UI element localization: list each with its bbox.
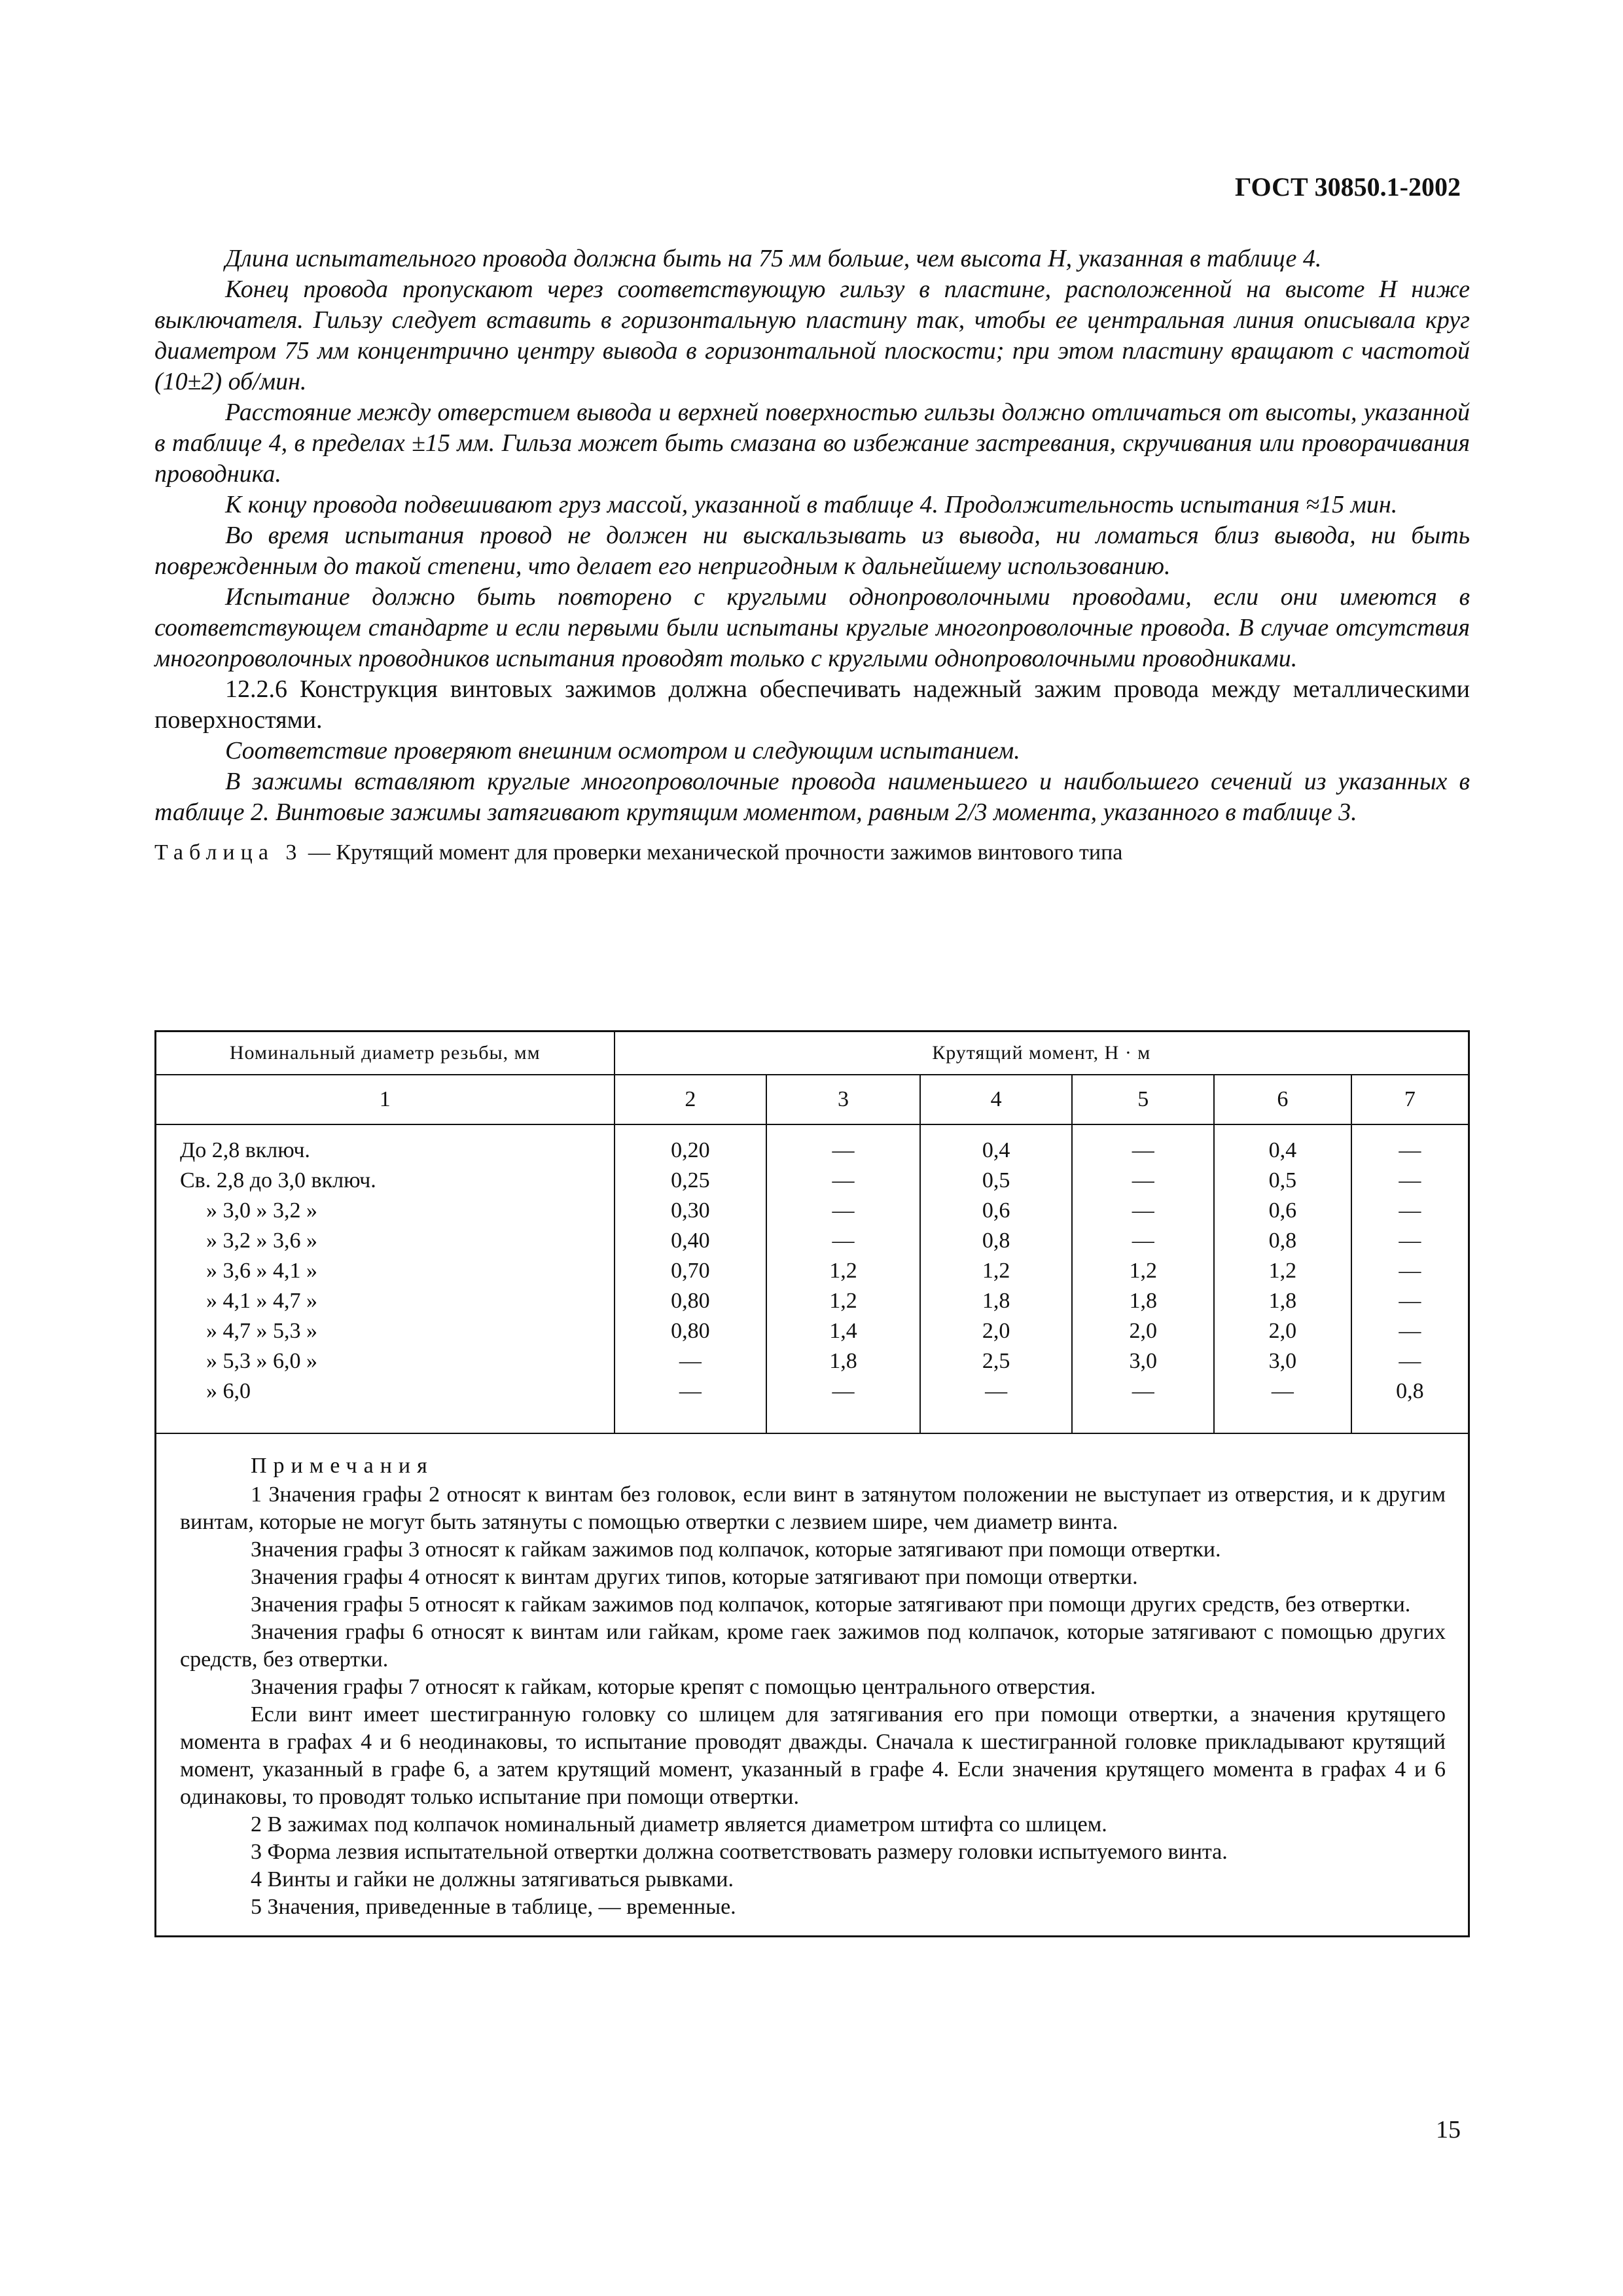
torque-value: 0,5 — [982, 1168, 1010, 1193]
torque-value: — — [832, 1168, 855, 1193]
torque-value: — — [1399, 1168, 1421, 1193]
torque-value: — — [1399, 1259, 1421, 1283]
diameter-label: Св. 2,8 до 3,0 включ. — [180, 1168, 376, 1193]
torque-value: 0,6 — [1268, 1198, 1297, 1223]
diameter-label: » 5,3 » 6,0 » — [206, 1349, 317, 1373]
torque-value: 1,8 — [1268, 1289, 1297, 1313]
paragraph: Расстояние между отверстием вывода и верхней поверхностью гильзы должно отличаться от высоты, указанной в таблице 4, в пределах ±15 мм. Гильза может быть смазана во избежание застревания, скручивания или проворачивания проводника. — [154, 399, 1470, 488]
torque-value: — — [1132, 1198, 1154, 1223]
torque-value: 0,25 — [671, 1168, 710, 1193]
torque-value: 0,80 — [671, 1289, 710, 1313]
torque-value: — — [1132, 1379, 1154, 1403]
diameter-label: » 6,0 — [206, 1379, 251, 1403]
page-number: 15 — [1436, 2116, 1461, 2144]
torque-value: 0,8 — [1268, 1229, 1297, 1253]
torque-value: 1,2 — [829, 1259, 857, 1283]
torque-value: 1,2 — [829, 1289, 857, 1313]
table-data-block — [156, 1124, 1469, 1433]
torque-value: 3,0 — [1268, 1349, 1297, 1373]
column-number: 1 — [156, 1075, 615, 1124]
torque-value: — — [1399, 1289, 1421, 1313]
torque-value: 0,5 — [1268, 1168, 1297, 1193]
torque-value: 1,2 — [982, 1259, 1010, 1283]
torque-value: — — [679, 1379, 702, 1403]
note: Значения графы 5 относят к гайкам зажимов под колпачок, которые затягивают при помощи других средств, без отвертки. — [251, 1592, 1411, 1617]
paragraph: Длина испытательного провода должна быть на 75 мм больше, чем высота Н, указанная в таблице 4. — [225, 245, 1322, 272]
torque-value: 1,8 — [1129, 1289, 1157, 1313]
note: 4 Винты и гайки не должны затягиваться рывками. — [251, 1867, 734, 1892]
diameter-label: До 2,8 включ. — [180, 1138, 310, 1162]
torque-value: — — [679, 1349, 702, 1373]
note: 1 Значения графы 2 относят к винтам без головок, если винт в затянутом положении не выступает из отверстия, и к другим винтам, которые не могут быть затянуты с помощью отвертки с лезвием шире, чем диаметр винта. — [180, 1482, 1446, 1534]
note: Значения графы 3 относят к гайкам зажимов под колпачок, которые затягивают при помощи отвертки. — [251, 1537, 1221, 1562]
paragraph: Соответствие проверяют внешним осмотром и следующим испытанием. — [225, 737, 1020, 764]
clause-12-2-6: 12.2.6 Конструкция винтовых зажимов должна обеспечивать надежный зажим провода между металлическими поверхностями. — [154, 675, 1470, 734]
torque-column-3 — [766, 1124, 920, 1433]
header-torque: Крутящий момент, Н · м — [615, 1031, 1469, 1075]
torque-value: 0,4 — [982, 1138, 1010, 1162]
torque-value: 0,80 — [671, 1319, 710, 1343]
torque-value: — — [985, 1379, 1008, 1403]
torque-value: 0,8 — [1396, 1379, 1424, 1403]
torque-value: — — [832, 1138, 855, 1162]
note: Значения графы 7 относят к гайкам, которые крепят с помощью центрального отверстия. — [251, 1675, 1096, 1699]
torque-column-5 — [1072, 1124, 1214, 1433]
torque-value: 0,20 — [671, 1138, 710, 1162]
torque-value: 0,6 — [982, 1198, 1010, 1223]
column-number: 4 — [920, 1075, 1073, 1124]
torque-value: 2,0 — [1268, 1319, 1297, 1343]
paragraph: Конец провода пропускают через соответствующую гильзу в пластине, расположенной на высоте Н ниже выключателя. Гильзу следует вставить в горизонтальную пластину так, чтобы ее центральная линия описывала круг диаметром 75 мм концентрично центру вывода в горизонтальной плоскости; при этом пластину вращают с частотой (10±2) об/мин. — [154, 276, 1470, 395]
torque-value: 2,0 — [982, 1319, 1010, 1343]
torque-value: — — [1132, 1138, 1154, 1162]
diameter-column — [156, 1124, 615, 1433]
torque-value: 3,0 — [1129, 1349, 1157, 1373]
note: Значения графы 4 относят к винтам других типов, которые затягивают при помощи отвертки. — [251, 1565, 1138, 1589]
torque-value: 2,5 — [982, 1349, 1010, 1373]
paragraph: К концу провода подвешивают груз массой, указанной в таблице 4. Продолжительность испытания ≈15 мин. — [225, 491, 1398, 518]
torque-value: — — [832, 1229, 855, 1253]
torque-value: 1,4 — [829, 1319, 857, 1343]
torque-value: 1,2 — [1268, 1259, 1297, 1283]
torque-value: 1,8 — [829, 1349, 857, 1373]
paragraph: В зажимы вставляют круглые многопроволочные провода наименьшего и наибольшего сечений из указанных в таблице 2. Винтовые зажимы затягивают крутящим моментом, равным 2/3 момента, указанного в таблице 3. — [154, 768, 1470, 826]
diameter-label: » 3,6 » 4,1 » — [206, 1259, 317, 1283]
table-caption-label: Таблица 3 — [154, 840, 303, 865]
torque-value: 2,0 — [1129, 1319, 1157, 1343]
torque-value: 0,70 — [671, 1259, 710, 1283]
table-notes — [156, 1433, 1469, 1937]
torque-value: — — [1399, 1198, 1421, 1223]
torque-column-7 — [1351, 1124, 1469, 1433]
torque-value: — — [832, 1379, 855, 1403]
document-body — [154, 243, 1470, 867]
torque-value: — — [1399, 1319, 1421, 1343]
header-diameter: Номинальный диаметр резьбы, мм — [156, 1031, 615, 1075]
table-caption-text: — Крутящий момент для проверки механической прочности зажимов винтового типа — [302, 840, 1123, 865]
column-number: 2 — [615, 1075, 767, 1124]
torque-value: — — [1399, 1138, 1421, 1162]
torque-value: 1,2 — [1129, 1259, 1157, 1283]
torque-column-6 — [1214, 1124, 1351, 1433]
document-code: ГОСТ 30850.1-2002 — [1235, 172, 1461, 202]
note: Если винт имеет шестигранную головку со шлицем для затягивания его при помощи отвертки, а значения крутящего момента в графах 4 и 6 неодинаковы, то испытание проводят дважды. Сначала к шестигранной головке прикладывают крутящий момент, указанный в графе 6, а затем крутящий момент, указанный в графе 4. Если значения крутящего момента в графах 4 и 6 одинаковы, то проводят только испытание при помощи отвертки. — [180, 1702, 1446, 1809]
paragraph: Испытание должно быть повторено с круглыми однопроволочными проводами, если они имеются в соответствующем стандарте и если первыми были испытаны круглые многопроволочные провода. В случае отсутствия многопроволочных проводников испытания проводят только с круглыми однопроволочными проводниками. — [154, 583, 1470, 672]
torque-value: 0,4 — [1268, 1138, 1297, 1162]
torque-value: — — [832, 1198, 855, 1223]
torque-column-2 — [615, 1124, 767, 1433]
torque-value: 0,40 — [671, 1229, 710, 1253]
paragraph: Во время испытания провод не должен ни выскальзывать из вывода, ни ломаться близ вывода, ни быть поврежденным до такой степени, что делает его непригодным к дальнейшему использованию. — [154, 522, 1470, 580]
column-number: 6 — [1214, 1075, 1351, 1124]
diameter-label: » 4,7 » 5,3 » — [206, 1319, 317, 1343]
torque-value: 1,8 — [982, 1289, 1010, 1313]
note: 3 Форма лезвия испытательной отвертки должна соответствовать размеру головки испытуемого винта. — [251, 1840, 1228, 1864]
column-number: 7 — [1351, 1075, 1469, 1124]
torque-value: — — [1132, 1229, 1154, 1253]
diameter-label: » 4,1 » 4,7 » — [206, 1289, 317, 1313]
diameter-label: » 3,0 » 3,2 » — [206, 1198, 317, 1223]
torque-value: — — [1399, 1229, 1421, 1253]
torque-value: — — [1399, 1349, 1421, 1373]
torque-value: — — [1132, 1168, 1154, 1193]
column-number: 5 — [1072, 1075, 1214, 1124]
note: Значения графы 6 относят к винтам или гайкам, кроме гаек зажимов под колпачок, которые затягивают с помощью других средств, без отвертки. — [180, 1620, 1446, 1672]
note: 5 Значения, приведенные в таблице, — временные. — [251, 1895, 736, 1919]
torque-value: — — [1271, 1379, 1294, 1403]
torque-value: 0,8 — [982, 1229, 1010, 1253]
notes-title: Примечания — [251, 1454, 434, 1478]
note: 2 В зажимах под колпачок номинальный диаметр является диаметром штифта со шлицем. — [251, 1812, 1107, 1837]
diameter-label: » 3,2 » 3,6 » — [206, 1229, 317, 1253]
table-caption — [154, 838, 1470, 867]
torque-value: 0,30 — [671, 1198, 710, 1223]
column-number: 3 — [766, 1075, 920, 1124]
torque-column-4 — [920, 1124, 1073, 1433]
torque-table — [154, 1030, 1470, 1937]
